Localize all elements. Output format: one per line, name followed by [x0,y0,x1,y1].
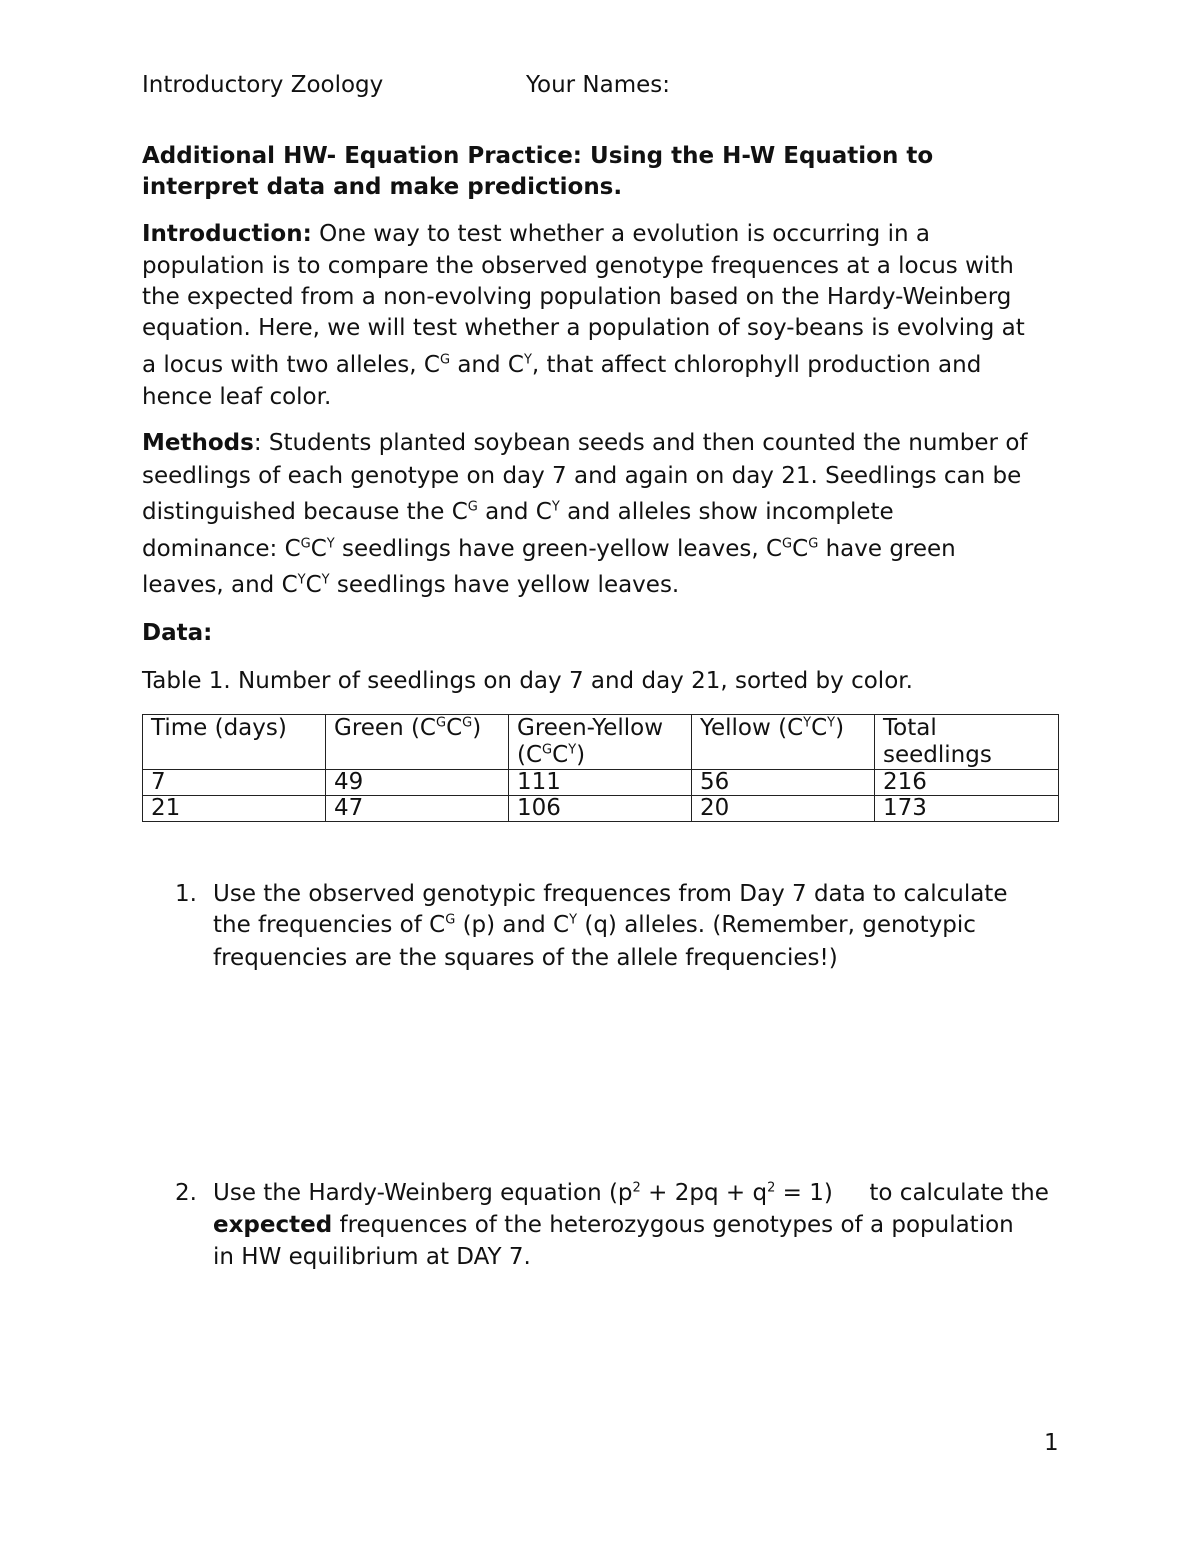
intro-line6: hence leaf color. [142,384,332,410]
sup-y: Y [297,572,306,588]
q1-text: (p) and C [455,912,570,938]
header-text: Yellow (C [700,715,804,741]
header-text: C [552,742,569,768]
header-text: C [811,715,828,741]
intro-text: , that affect chlorophyll production and [531,352,982,378]
sup-y: Y [326,536,335,552]
q2-text: = 1) to calculate the [775,1180,1049,1206]
q1-line1: Use the observed genotypic frequences from Day 7 data to calculate [213,881,1008,907]
intro-line5 [142,350,981,380]
intro-text: a locus with two alleles, C [142,352,440,378]
methods-line1 [142,428,1028,458]
sup-g: G [300,536,311,552]
table-header-row [143,715,1059,770]
cell-yellow: 56 [692,770,875,796]
table-row [143,770,1059,796]
sup-y: Y [803,715,812,731]
header-green-yellow [509,715,692,770]
q1-text: the frequencies of C [213,912,446,938]
methods-label: Methods [142,430,254,456]
header-yellow [692,715,875,770]
sup-g: G [808,536,819,552]
q2-text: Use the Hardy-Weinberg equation (p [213,1180,633,1206]
page-number: 1 [1044,1430,1059,1456]
sup-y: Y [551,499,560,515]
header-text: ) [472,715,482,741]
q2-text: frequences of the heterozygous genotypes of a population [332,1212,1014,1238]
q2-number: 2. [175,1180,197,1206]
table-caption: Table 1. Number of seedlings on day 7 and day 21, sorted by color. [142,668,913,694]
methods-line5 [142,570,679,600]
assignment-title-line2: interpret data and make predictions. [142,174,623,200]
methods-text: and alleles show incomplete [559,499,894,525]
data-label: Data: [142,620,213,646]
sup-y: Y [321,572,330,588]
sup-2: 2 [767,1180,776,1196]
intro-text: and C [450,352,524,378]
sup-g: G [445,912,456,928]
header-text: Total [883,715,937,741]
sup-g: G [462,715,473,731]
methods-text: seedlings have yellow leaves. [329,572,680,598]
cell-total: 216 [875,770,1059,796]
header-text: ) [576,742,586,768]
sup-g: G [542,742,553,758]
cell-green: 47 [326,796,509,822]
q1-text: (q) alleles. (Remember, genotypic [577,912,976,938]
header-green [326,715,509,770]
header-text: seedlings [883,742,992,768]
cell-yellow: 20 [692,796,875,822]
sup-g: G [436,715,447,731]
intro-label: Introduction: [142,221,312,247]
seedling-table [142,714,1059,822]
cell-green-yellow: 111 [509,770,692,796]
methods-text: C [310,536,327,562]
methods-text: leaves, and C [142,572,298,598]
q2-line1 [213,1178,1049,1208]
methods-text: dominance: C [142,536,301,562]
q2-text: + 2pq + q [640,1180,768,1206]
cell-green: 49 [326,770,509,796]
cell-total: 173 [875,796,1059,822]
header-text: (C [517,742,543,768]
intro-line2: population is to compare the observed genotype frequences at a locus with [142,253,1014,279]
header-text: Green (C [334,715,436,741]
table-row [143,796,1059,822]
methods-text: seedlings have green-yellow leaves, C [334,536,783,562]
q1-line2 [213,910,976,940]
sup-y: Y [569,912,578,928]
names-label: Your Names: [526,72,670,98]
sup-g: G [467,499,478,515]
sup-2: 2 [632,1180,641,1196]
q2-line3: in HW equilibrium at DAY 7. [213,1244,531,1270]
methods-line2: seedlings of each genotype on day 7 and again on day 21. Seedlings can be [142,463,1022,489]
cell-green-yellow: 106 [509,796,692,822]
methods-line4 [142,534,956,564]
q1-number: 1. [175,881,197,907]
q2-emphasis: expected [213,1212,333,1238]
intro-line3: the expected from a non-evolving population based on the Hardy-Weinberg [142,284,1012,310]
sup-y: Y [568,742,577,758]
sup-g: G [439,352,451,368]
cell-time: 21 [143,796,326,822]
intro-line4: equation. Here, we will test whether a population of soy-beans is evolving at [142,315,1025,341]
q2-line2 [213,1210,1014,1240]
methods-text: C [305,572,322,598]
header-total [875,715,1059,770]
intro-text: One way to test whether a evolution is occurring in a [319,221,930,247]
methods-text: : Students planted soybean seeds and then counted the number of [253,430,1028,456]
header-text: C [446,715,463,741]
methods-text: and C [477,499,552,525]
course-title: Introductory Zoology [142,72,384,98]
cell-time: 7 [143,770,326,796]
methods-text: C [792,536,809,562]
header-text: Green-Yellow [517,715,664,741]
q1-line3: frequencies are the squares of the allele frequencies!) [213,945,838,971]
sup-y: Y [523,352,532,368]
header-text: ) [835,715,845,741]
methods-text: distinguished because the C [142,499,468,525]
assignment-title-line1: Additional HW- Equation Practice: Using the H-W Equation to [142,143,934,169]
methods-line3 [142,497,894,527]
intro-line1 [142,219,930,249]
header-time: Time (days) [143,715,326,770]
sup-g: G [782,536,793,552]
sup-y: Y [827,715,836,731]
methods-text: have green [818,536,956,562]
